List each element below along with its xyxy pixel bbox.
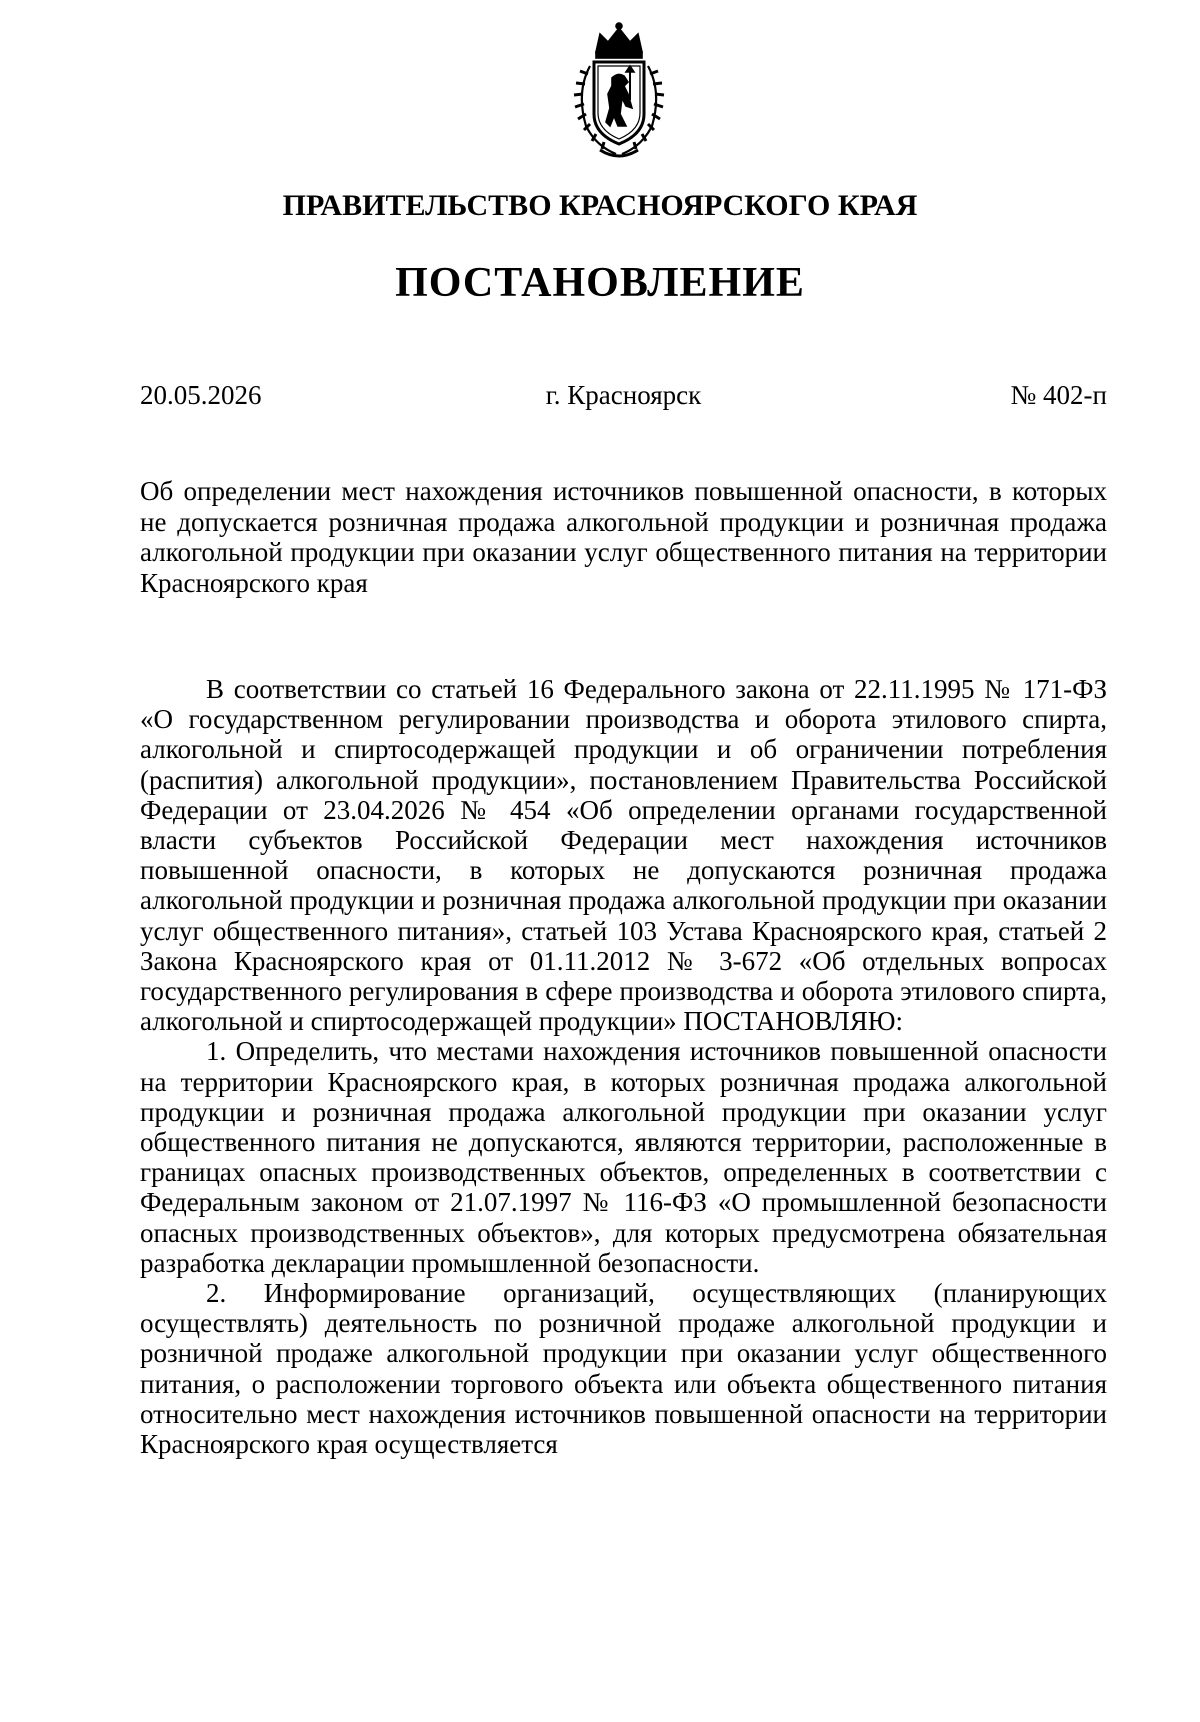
document-type: ПОСТАНОВЛЕНИЕ (395, 260, 805, 306)
clause-2-paragraph: 2. Информирование организаций, осуществляющих (планирующих осуществлять) деятельность по розничной продаже алкогольной продукции и розничной продаже алкогольной продукции при оказании услуг общественного питания, о расположении торгового объекта или объекта общественного питания относительно мест нахождения источников повышенной опасности на территории Красноярского края осуществляется (140, 1278, 1107, 1460)
document-number: № 402-п (1010, 380, 1107, 410)
document-meta (140, 378, 1107, 412)
clause-1-paragraph: 1. Определить, что местами нахождения источников повышенной опасности на территории Красноярского края, в которых розничная продажа алкогольной продукции и розничная продажа алкогольной продукции при оказании услуг общественного питания не допускаются, являются территории, расположенные в границах опасных производственных объектов, определенных в соответствии с Федеральным законом от 21.07.1997 № 116-ФЗ «О промышленной безопасности опасных производственных объектов», для которых предусмотрена обязательная разработка декларации промышленной безопасности. (140, 1036, 1107, 1278)
document-title: Об определении мест нахождения источников повышенной опасности, в которых не допускается розничная продажа алкогольной продукции и розничная продажа алкогольной продукции при оказании услуг общественного питания на территории Красноярского края (140, 476, 1107, 598)
preamble-paragraph: В соответствии со статьей 16 Федерального закона от 22.11.1995 № 171-ФЗ «О государственном регулировании производства и оборота этилового спирта, алкогольной и спиртосодержащей продукции и об ограничении потребления (распития) алкогольной продукции», постановлением Правительства Российской Федерации от 23.04.2026 № 454 «Об определении органами государственной власти субъектов Российской Федерации мест нахождения источников повышенной опасности, в которых не допускаются розничная продажа алкогольной продукции и розничная продажа алкогольной продукции при оказании услуг общественного питания», статьей 103 Устава Красноярского края, статьей 2 Закона Красноярского края от 01.11.2012 № 3-672 «Об отдельных вопросах государственного регулирования в сфере производства и оборота этилового спирта, алкогольной и спиртосодержащей продукции» ПОСТАНОВЛЯЮ: (140, 674, 1107, 1037)
document-place: г. Красноярск (545, 380, 702, 410)
organization-name: ПРАВИТЕЛЬСТВО КРАСНОЯРСКОГО КРАЯ (282, 189, 918, 222)
document-body (140, 674, 1107, 1459)
document-date: 20.05.2026 (140, 380, 262, 410)
coat-of-arms-icon (566, 22, 672, 164)
